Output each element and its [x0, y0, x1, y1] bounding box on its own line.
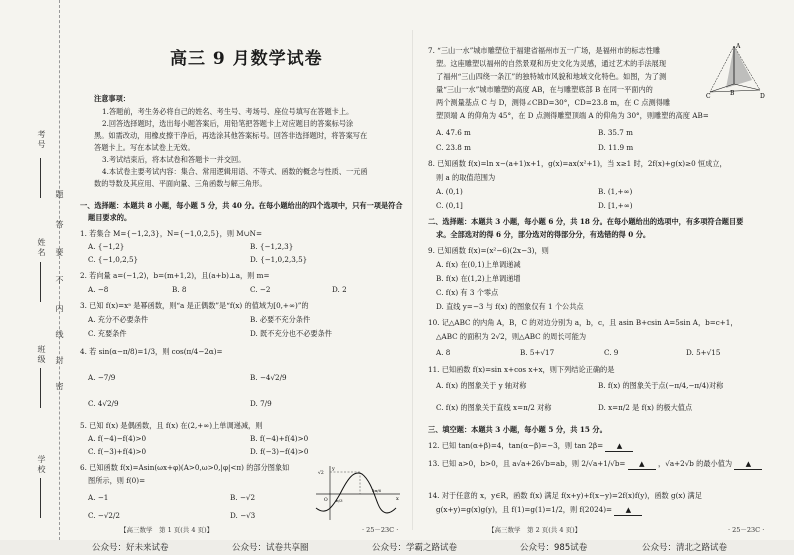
line-bd — [734, 84, 760, 90]
fig-label-d: D — [760, 93, 765, 100]
option: A. 充分不必要条件 — [88, 315, 149, 324]
option: C. −√2/2 — [88, 511, 120, 520]
option: A. −1 — [88, 493, 109, 502]
answer-blank: ▲ — [628, 458, 656, 470]
sculpture-figure — [706, 40, 766, 100]
question-7: 7. “三山一水”城市雕塑位于福建省福州市五一广场，是福州市的标志性雕 — [428, 46, 661, 55]
seal-char: 不 — [55, 276, 64, 286]
line-cd — [710, 90, 760, 92]
question-8-cont: 则 a 的取值范围为 — [436, 173, 496, 182]
option: B. 35.7 m — [598, 128, 633, 137]
option: B. {−1,2,3} — [250, 242, 294, 251]
option: C. f(x) 的图象关于直线 x=π/2 对称 — [436, 403, 552, 412]
section-2-heading: 二、选择题：本题共 3 小题，每小题 6 分，共 18 分。在每小题给出的选项中，有多项符合题目要 — [428, 217, 744, 226]
option: C. f(x) 有 3 个零点 — [436, 288, 499, 297]
watermark-item: 公众号：985试卷 — [520, 543, 588, 553]
graph-tick-2: 5π/6 — [372, 488, 382, 493]
question-11: 11. 已知函数 f(x)=sin x+cos x+x，则下列结论正确的是 — [428, 365, 615, 374]
note-line: 4.本试卷主要考试内容：集合、常用逻辑用语、不等式、函数的概念与性质、一元函 — [102, 167, 368, 176]
question-7-cont: 了福州“三山四绕一条江”的独特城市风貌和地域文化特色。如图，为了测 — [436, 72, 667, 81]
watermark-bar — [0, 540, 794, 555]
option: A. (0,1) — [436, 187, 463, 196]
question-14-cont — [436, 504, 642, 516]
answer-blank: ▲ — [614, 504, 642, 516]
option: B. −4√2/9 — [250, 373, 287, 382]
binding-margin — [0, 0, 64, 540]
option: B. f(−4)+f(4)>0 — [250, 434, 309, 443]
footer-code-right: · 25－23C · — [728, 526, 765, 534]
note-line: 黑。如需改动，用橡皮擦干净后，再选涂其他答案标号。回答非选择题时，将答案写在 — [94, 131, 368, 140]
kaohao-line — [40, 158, 41, 198]
question-3: 3. 已知 f(x)=xᵃ 是幂函数，则“a 是正偶数”是“f(x) 的值域为[0,+∞)”的 — [80, 301, 309, 310]
option: D. −√3 — [230, 511, 256, 520]
label-banji: 班级 — [37, 345, 46, 365]
notes-heading: 注意事项： — [94, 94, 130, 103]
question-6: 6. 已知函数 f(x)=Asin(ωx+φ)(A>0,ω>0,|φ|<π) 的部分图象如 — [80, 463, 290, 472]
option: B. f(x) 在(1,2)上单调递增 — [436, 274, 521, 283]
question-7-cont: 量“三山一水”城市雕塑的高度 AB，在与雕塑底部 B 在同一平面内的 — [436, 85, 653, 94]
question-7-cont: 塑。这座雕塑以福州的自然景观和历史文化为灵感，通过艺术的手法展现 — [436, 59, 667, 68]
answer-blank: ▲ — [605, 440, 633, 452]
seal-char: 线 — [55, 330, 64, 340]
sine-curve — [316, 473, 396, 513]
watermark-item: 公众号：学霸之路试卷 — [372, 543, 458, 553]
label-kaohao: 考号 — [37, 130, 46, 150]
note-line: 答题卡上。写在本试卷上无效。 — [94, 143, 195, 152]
section-3-heading: 三、填空题：本题共 3 小题，每小题 5 分，共 15 分。 — [428, 425, 607, 434]
graph-origin: O — [324, 498, 328, 503]
label-xingming: 姓名 — [37, 238, 46, 258]
option: D. 7/9 — [250, 399, 272, 408]
option: B. 8 — [172, 285, 187, 294]
option: D. 5+√15 — [686, 348, 721, 357]
option: C. {−1,0,2,5} — [88, 255, 139, 264]
section-1-heading: 一、选择题：本题共 8 小题，每小题 5 分，共 40 分。在每小题给出的四个选项中，只有一项是符合 — [80, 201, 403, 210]
question-12-text: 12. 已知 tan(α+β)=4，tan(α−β)=−3，则 tan 2β= — [428, 441, 604, 450]
question-14-text: g(x+y)=g(x)g(y)，且 f(1)=g(1)=1/2，则 f(2024)= — [436, 505, 613, 514]
seal-char: 密 — [55, 382, 64, 392]
note-line: 3.考试结束后，将本试卷和答题卡一并交回。 — [102, 155, 246, 164]
seal-char: 内 — [55, 304, 64, 314]
note-line: 数的导数及其应用、平面向量、三角函数与解三角形。 — [94, 179, 267, 188]
section-2-heading-cont: 求。全部选对的得 6 分，部分选对的得部分分，有选错的得 0 分。 — [436, 230, 651, 239]
option: D. f(−3)−f(4)>0 — [250, 447, 309, 456]
seal-char: 答 — [55, 220, 64, 230]
option: B. 5+√17 — [520, 348, 555, 357]
xingming-line — [40, 262, 41, 302]
option: C. 9 — [604, 348, 619, 357]
page-divider — [412, 30, 413, 530]
graph-y-label: y — [332, 466, 335, 472]
watermark-item: 公众号：清北之路试卷 — [642, 543, 728, 553]
seal-char: 要 — [55, 248, 64, 258]
question-10-cont: △ABC 的面积为 2√2，则△ABC 的周长可能为 — [436, 332, 587, 341]
option: D. 直线 y=−3 与 f(x) 的图象仅有 1 个公共点 — [436, 302, 584, 311]
exam-title: 高三 9 月数学试卷 — [170, 49, 323, 69]
option: D. 11.9 m — [598, 143, 634, 152]
option: A. 8 — [436, 348, 451, 357]
question-5: 5. 已知 f(x) 是偶函数，且 f(x) 在(2,+∞)上单调递减，则 — [80, 421, 263, 430]
option: C. f(−3)+f(4)>0 — [88, 447, 147, 456]
question-14: 14. 对于任意的 x，y∈R，函数 f(x) 满足 f(x+y)+f(x−y)=2f(x)f(y)，函数 g(x) 满足 — [428, 491, 702, 500]
graph-x-label: x — [396, 496, 399, 502]
question-9: 9. 已知函数 f(x)=(x²−6)(2x−3)，则 — [428, 246, 549, 255]
option: D. 2 — [332, 285, 347, 294]
seal-char: 题 — [55, 190, 64, 200]
note-line: 1.答题前，考生务必将自己的姓名、考生号、考场号、座位号填写在答题卡上。 — [102, 107, 354, 116]
question-1: 1. 若集合 M={−1,2,3}，N={−1,0,2,5}，则 M∪N= — [80, 229, 262, 238]
sine-graph-figure — [312, 464, 404, 522]
question-13-tail: ，√a+2√b 的最小值为 — [658, 459, 733, 468]
seal-char: 封 — [55, 356, 64, 366]
option: A. −7/9 — [88, 373, 116, 382]
option: C. 4√2/9 — [88, 399, 119, 408]
sculpture-shape — [726, 46, 752, 88]
question-2: 2. 若向量 a=(−1,2)，b=(m+1,2)，且(a+b)⊥a，则 m= — [80, 271, 270, 280]
option: C. 充要条件 — [88, 329, 127, 338]
option: C. (0,1] — [436, 201, 463, 210]
banji-line — [40, 368, 41, 408]
question-12 — [428, 440, 633, 452]
option: D. {−1,0,2,3,5} — [250, 255, 308, 264]
option: B. f(x) 的图象关于点(−π/4,−π/4)对称 — [598, 381, 724, 390]
question-13 — [428, 458, 762, 470]
question-13-text: 13. 已知 a>0，b>0，且 a√a+26√b=ab，则 2/√a+1/√b= — [428, 459, 626, 468]
option: D. x=π/2 是 f(x) 的极大值点 — [598, 403, 693, 412]
option: B. (1,+∞) — [598, 187, 633, 196]
xuexiao-line — [40, 478, 41, 518]
option: A. f(−4)−f(4)>0 — [88, 434, 147, 443]
option: C. −2 — [250, 285, 271, 294]
fig-label-a: A — [736, 43, 741, 50]
option: A. f(x) 的图象关于 y 轴对称 — [436, 381, 527, 390]
question-7-cont: 两个测量基点 C 与 D，测得∠CBD=30°，CD=23.8 m，在 C 点测得雕 — [436, 98, 671, 107]
label-xuexiao: 学校 — [37, 455, 46, 475]
question-4: 4. 若 sin(α−π/8)=1/3，则 cos(π/4−2α)= — [80, 347, 223, 356]
note-line: 2.回答选择题时，选出每小题答案后，用铅笔把答题卡上对应题目的答案标号涂 — [102, 119, 354, 128]
option: A. −8 — [88, 285, 109, 294]
fig-label-c: C — [706, 93, 711, 100]
footer-right-page: 【高三数学 第 2 页(共 4 页)】 — [488, 526, 582, 534]
watermark-item: 公众号：好未来试卷 — [92, 543, 169, 553]
section-1-heading-cont: 题目要求的。 — [88, 213, 132, 222]
question-6-cont: 图所示，则 f(0)= — [88, 476, 146, 485]
graph-tick-1: π/3 — [336, 498, 343, 503]
question-7-cont: 塑顶端 A 的仰角为 45°，在 D 点测得雕塑顶端 A 的仰角为 30°，则雕塑的高度 AB= — [436, 111, 709, 120]
watermark-item: 公众号：试卷共享圈 — [232, 543, 309, 553]
option: D. 既不充分也不必要条件 — [250, 329, 332, 338]
graph-max-label: √2 — [318, 471, 324, 476]
option: D. [1,+∞) — [598, 201, 633, 210]
option: A. {−1,2} — [88, 242, 125, 251]
fig-label-b: B — [730, 90, 735, 97]
answer-blank: ▲ — [734, 458, 762, 470]
option: A. 47.6 m — [436, 128, 471, 137]
option: B. 必要不充分条件 — [250, 315, 311, 324]
option: C. 23.8 m — [436, 143, 471, 152]
question-10: 10. 记△ABC 的内角 A，B，C 的对边分别为 a，b，c，且 asin B+csin A=5sin A，b=c+1， — [428, 318, 738, 327]
question-8: 8. 已知函数 f(x)=ln x−(a+1)x+1，g(x)=ax(x²+1)，当 x≥1 时，2f(x)+g(x)≥0 恒成立， — [428, 159, 727, 168]
footer-left-page: 【高三数学 第 1 页(共 4 页)】 — [120, 526, 214, 534]
option: A. f(x) 在(0,1)上单调递减 — [436, 260, 521, 269]
option: B. −√2 — [230, 493, 256, 502]
footer-code-left: · 25－23C · — [362, 526, 399, 534]
